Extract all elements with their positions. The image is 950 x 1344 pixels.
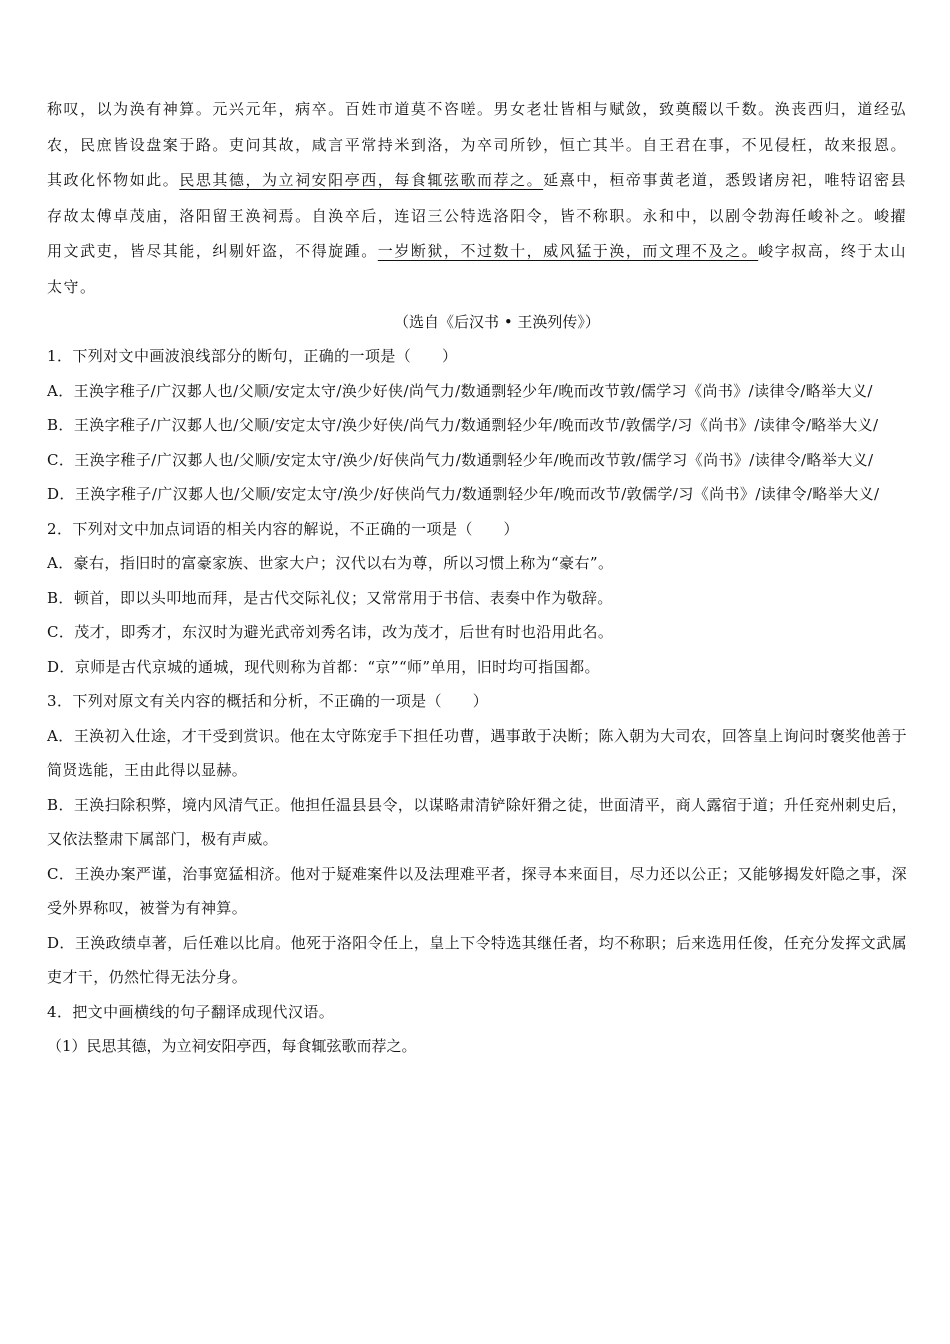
question-3-option-c: C．王涣办案严谨，治事宽猛相济。他对于疑难案件以及法理难平者，探寻本来面目，尽力还以公正；又能够揭发奸隐之事，深受外界称叹，被誉为有神算。	[47, 864, 907, 917]
question-3	[47, 684, 907, 995]
question-3-option-b: B．王涣扫除积弊，境内风清气正。他担任温县县令，以谋略肃清铲除奸猾之徒，世面清平，商人露宿于道；升任兖州刺史后，又依法整肃下属部门，极有声威。	[47, 795, 907, 848]
question-3-option-a: A．王涣初入仕途，才干受到赏识。他在太守陈宠手下担任功曹，遇事敢于决断；陈入朝为大司农，回答皇上询问时褒奖他善于简贤选能，王由此得以显赫。	[47, 726, 907, 779]
question-2	[47, 512, 907, 685]
question-1-option-d: D．王涣字稚子/广汉郪人也/父顺/安定太守/涣少/好侠尚气力/数通剽轻少年/晚而改节/敦儒学/习《尚书》/读律令/略举大义/	[47, 485, 880, 503]
question-2-option-a: A．豪右，指旧时的富豪家族、世家大户；汉代以右为尊，所以习惯上称为“豪右”。	[47, 554, 614, 572]
question-3-stem: 3．下列对原文有关内容的概括和分析，不正确的一项是（ ）	[47, 692, 489, 710]
question-2-option-d: D．京师是古代京城的通城，现代则称为首都：“京”“师”单用，旧时均可指国都。	[47, 657, 600, 676]
question-1-stem: 1．下列对文中画波浪线部分的断句，正确的一项是（ ）	[47, 347, 458, 365]
question-1	[47, 339, 907, 512]
passage-part-3: 峻字叔高，终于太山太守。	[47, 242, 907, 296]
underlined-sentence-2: 一岁断狱，不过数十，威风猛于涣，而文理不及之。	[377, 242, 759, 260]
document-page	[47, 92, 907, 1064]
question-1-option-a: A．王涣字稚子/广汉郪人也/父顺/安定太守/涣少好侠/尚气力/数通剽轻少年/晚而改节敦/儒学习《尚书》/读律令/略举大义/	[47, 381, 873, 400]
passage-part-1: 称叹，以为涣有神算。元兴元年，病卒。百姓市道莫不咨嗟。男女老壮皆相与赋敛，致奠醊以千数。涣丧西归，道经弘农，民庶皆设盘案于路。吏问其故，咸言平常持米到洛，为卒司所钞，恒亡其半。自王君在事，不见侵枉，故来报恩。其政化怀物如此。	[47, 100, 907, 189]
source-citation: （选自《后汉书 • 王涣列传》）	[394, 313, 600, 331]
question-1-option-c: C．王涣字稚子/广汉郪人也/父顺/安定太守/涣少/好侠尚气力/数通剽轻少年/晚而改节敦/儒学习《尚书》/读律令/略举大义/	[47, 450, 874, 469]
question-4-stem: 4．把文中画横线的句子翻译成现代汉语。	[47, 1002, 335, 1021]
question-4	[47, 995, 907, 1064]
question-4-sub-1: （1）民思其德，为立祠安阳亭西，每食辄弦歌而荐之。	[47, 1037, 417, 1055]
question-2-option-b: B．顿首，即以头叩地而拜，是古代交际礼仪；又常常用于书信、表奏中作为敬辞。	[47, 588, 613, 607]
question-2-stem: 2．下列对文中加点词语的相关内容的解说，不正确的一项是（ ）	[47, 519, 519, 538]
passage-part-2: 延熹中，桓帝事黄老道，悉毁诸房祀，唯特诏密县存故太傅卓茂庙，洛阳留王涣祠焉。自涣卒后，连诏三公特选洛阳令，皆不称职。永和中，以剧令勃海任峻补之。峻擢用文武吏，皆尽其能，纠剔奸盗，不得旋踵。	[47, 171, 907, 260]
question-1-option-b: B．王涣字稚子/广汉郪人也/父顺/安定太守/涣少好侠/尚气力/数通剽轻少年/晚而改节/敦儒学/习《尚书》/读律令/略举大义/	[47, 416, 879, 434]
question-3-option-d: D．王涣政绩卓著，后任难以比肩。他死于洛阳令任上，皇上下令特选其继任者，均不称职；后来选用任俊，任充分发挥文武属吏才干，仍然忙得无法分身。	[47, 933, 907, 986]
question-2-option-c: C．茂才，即秀才，东汉时为避光武帝刘秀名讳，改为茂才，后世有时也沿用此名。	[47, 623, 614, 641]
underlined-sentence-1: 民思其德，为立祠安阳亭西，每食辄弦歌而荐之。	[179, 171, 544, 189]
passage-text	[47, 92, 907, 305]
